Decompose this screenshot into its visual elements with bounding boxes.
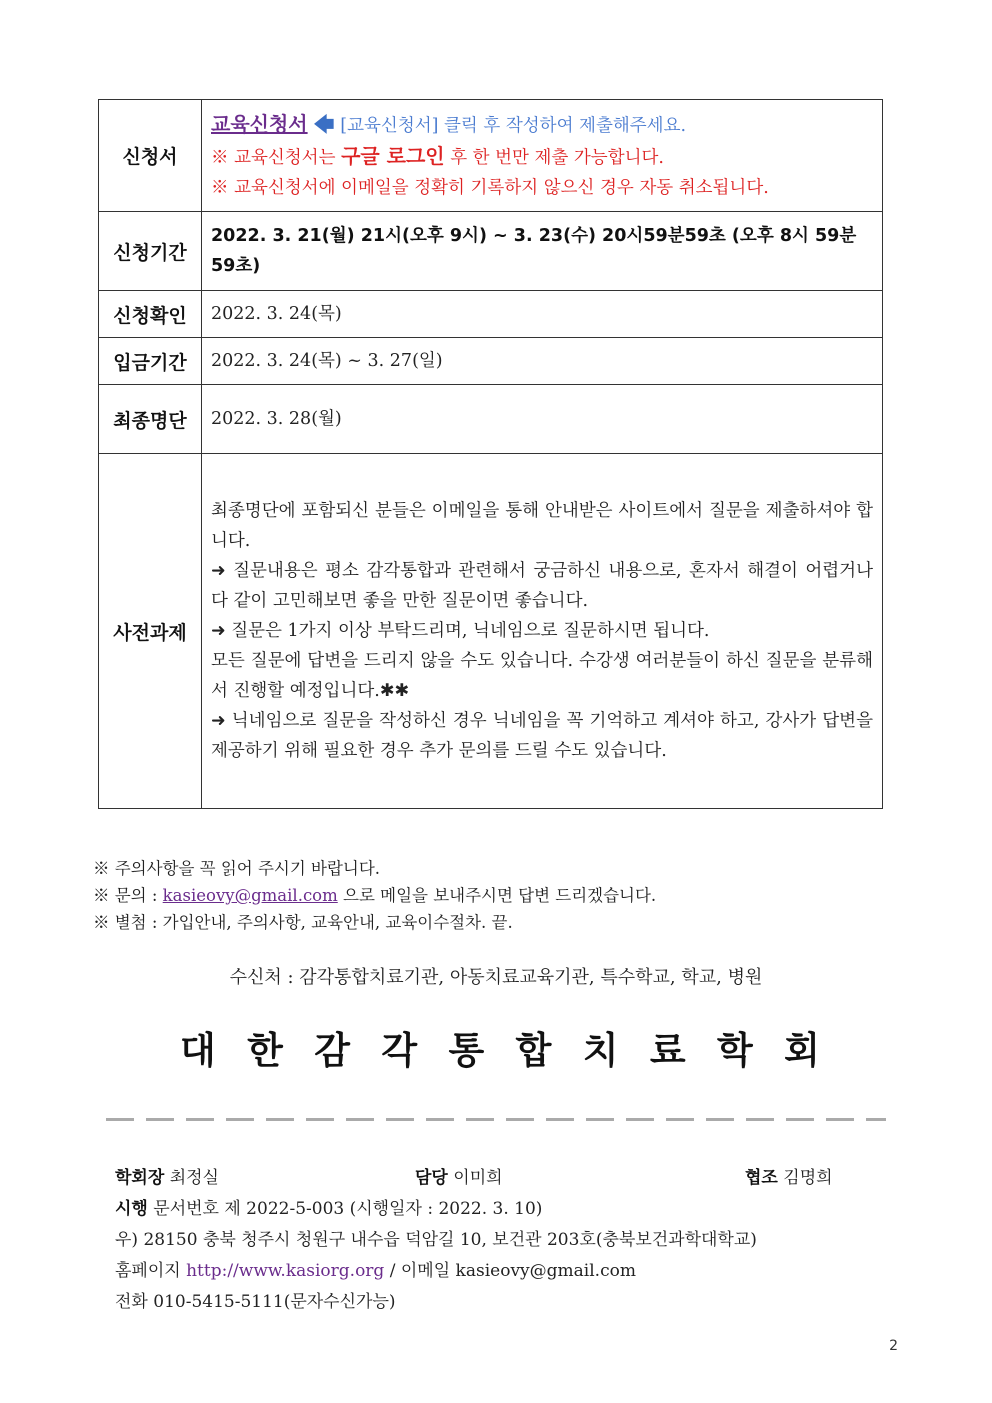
address-row: 우) 28150 충북 청주시 청원구 내수읍 덕암길 10, 보건관 203호(충북보건과학대학교) xyxy=(115,1230,757,1250)
society-char: 합 xyxy=(515,1029,552,1072)
label-application-form: 신청서 xyxy=(99,100,202,212)
society-name xyxy=(180,1020,820,1074)
assignment-paragraph-2 xyxy=(211,556,873,616)
exec-label: 시행 xyxy=(115,1199,148,1219)
label-pre-assignment: 사전과제 xyxy=(99,454,202,809)
value-final-list: 2022. 3. 28(월) xyxy=(202,385,883,454)
info-table xyxy=(98,99,883,809)
value-pre-assignment xyxy=(202,454,883,809)
society-char: 치 xyxy=(582,1029,619,1072)
application-form-link[interactable]: 교육신청서 xyxy=(211,111,308,136)
login-note-post: 후 한 번만 제출 가능합니다. xyxy=(444,147,664,168)
society-char: 료 xyxy=(649,1029,686,1072)
right-arrow-icon: ➜ xyxy=(211,621,226,641)
manager-label: 담당 xyxy=(415,1168,448,1188)
label-application-period: 신청기간 xyxy=(99,212,202,291)
right-arrow-icon: ➜ xyxy=(211,561,226,581)
value-confirmation: 2022. 3. 24(목) xyxy=(202,291,883,338)
assignment-text-3: 질문은 1가지 이상 부탁드리며, 닉네임으로 질문하시면 됩니다. xyxy=(225,621,710,641)
society-char: 감 xyxy=(314,1029,350,1072)
cooperator xyxy=(745,1163,833,1194)
society-char: 학 xyxy=(717,1029,753,1072)
label-final-list: 최종명단 xyxy=(99,385,202,454)
row-application-form xyxy=(99,100,883,212)
president-name: 최정실 xyxy=(169,1168,219,1188)
phone-row: 전화 010-5415-5111(문자수신가능) xyxy=(115,1292,396,1312)
email-cancel-note: ※ 교육신청서에 이메일을 정확히 기록하지 않으신 경우 자동 취소됩니다. xyxy=(211,177,769,198)
president-label: 학회장 xyxy=(115,1168,165,1188)
assignment-text-4: 모든 질문에 답변을 드리지 않을 수도 있습니다. 수강생 여러분들이 하신 질문을 분류해서 진행할 예정입니다. xyxy=(211,651,873,701)
label-confirmation: 신청확인 xyxy=(99,291,202,338)
society-char: 한 xyxy=(247,1029,283,1072)
google-login-emphasis: 구글 로그인 xyxy=(341,143,445,168)
inquiry-email-link[interactable]: kasieovy@gmail.com xyxy=(162,886,338,905)
note-inquiry-post: 으로 메일을 보내주시면 답변 드리겠습니다. xyxy=(337,886,657,905)
coop-label: 협조 xyxy=(745,1168,778,1188)
exec-text: 문서번호 제 2022-5-003 (시행일자 : 2022. 3. 10) xyxy=(153,1199,543,1219)
homepage-link[interactable]: http://www.kasiorg.org xyxy=(186,1261,385,1281)
society-char: 각 xyxy=(381,1029,418,1072)
society-char: 대 xyxy=(180,1029,216,1072)
page-number: 2 xyxy=(889,1338,898,1354)
note-inquiry xyxy=(93,882,656,909)
value-payment-period: 2022. 3. 24(목) ~ 3. 27(일) xyxy=(202,338,883,385)
footer-info xyxy=(115,1163,875,1318)
note-read-carefully: ※ 주의사항을 꼭 읽어 주시기 바랍니다. xyxy=(93,859,381,878)
value-application-period: 2022. 3. 21(월) 21시(오후 9시) ~ 3. 23(수) 20시59분59초 (오후 8시 59분59초) xyxy=(202,212,883,291)
row-confirmation xyxy=(99,291,883,338)
row-final-list xyxy=(99,385,883,454)
president xyxy=(115,1163,219,1194)
society-char: 회 xyxy=(784,1029,820,1072)
right-arrow-icon: ➜ xyxy=(211,711,226,731)
coop-name: 김명희 xyxy=(783,1168,833,1188)
signatures-row xyxy=(115,1163,875,1194)
society-char: 통 xyxy=(448,1029,485,1072)
footer-email[interactable]: kasieovy@gmail.com xyxy=(455,1261,636,1281)
contact-row xyxy=(115,1256,875,1287)
manager-name: 이미희 xyxy=(453,1168,503,1188)
note-inquiry-pre: ※ 문의 : xyxy=(93,886,163,905)
row-payment-period xyxy=(99,338,883,385)
form-instruction: [교육신청서] 클릭 후 작성하여 제출해주세요. xyxy=(340,115,687,136)
recipient-line: 수신처 : 감각통합치료기관, 아동치료교육기관, 특수학교, 학교, 병원 xyxy=(229,967,763,988)
asterisk-icons: ✱✱ xyxy=(379,681,410,701)
manager xyxy=(415,1163,503,1194)
execution-row xyxy=(115,1194,875,1225)
assignment-paragraph-5 xyxy=(211,706,873,766)
note-attachments: ※ 별첨 : 가입안내, 주의사항, 교육안내, 교육이수절차. 끝. xyxy=(93,913,513,932)
row-pre-assignment xyxy=(99,454,883,809)
label-payment-period: 입금기간 xyxy=(99,338,202,385)
assignment-text-2: 질문내용은 평소 감각통합과 관련해서 궁금하신 내용으로, 혼자서 해결이 어렵거나 다 같이 고민해보면 좋을 만한 질문이면 좋습니다. xyxy=(211,561,873,611)
assignment-paragraph-4 xyxy=(211,646,873,706)
value-application-form xyxy=(202,100,883,212)
dashed-divider xyxy=(106,1118,886,1121)
notes-section xyxy=(93,855,656,936)
email-separator: / 이메일 xyxy=(384,1261,456,1281)
left-arrow-icon: 🡄 xyxy=(313,111,335,136)
login-note xyxy=(211,141,873,173)
login-note-pre: ※ 교육신청서는 xyxy=(211,147,342,168)
assignment-paragraph-1: 최종명단에 포함되신 분들은 이메일을 통해 안내받은 사이트에서 질문을 제출하셔야 합니다. xyxy=(211,501,873,551)
assignment-paragraph-3 xyxy=(211,616,873,646)
homepage-label: 홈페이지 xyxy=(115,1261,181,1281)
assignment-text-5: 닉네임으로 질문을 작성하신 경우 닉네임을 꼭 기억하고 계셔야 하고, 강사가 답변을 제공하기 위해 필요한 경우 추가 문의를 드릴 수도 있습니다. xyxy=(211,711,873,761)
row-application-period xyxy=(99,212,883,291)
